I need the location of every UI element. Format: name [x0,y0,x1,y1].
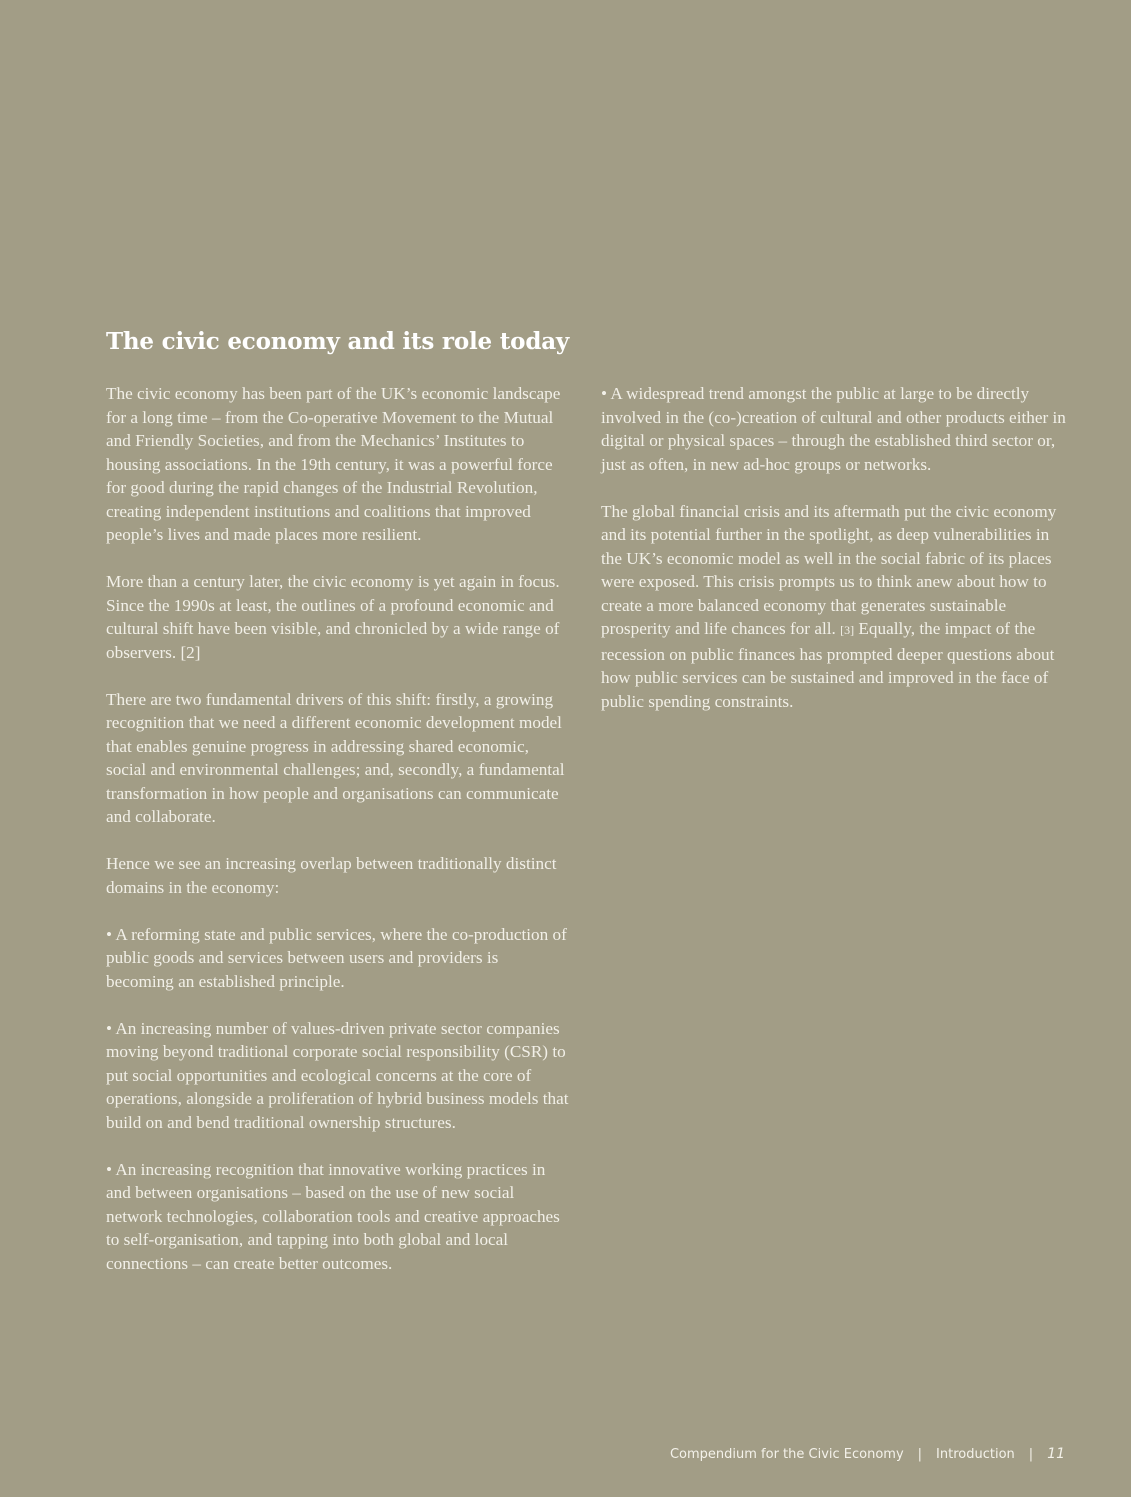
bullet-reforming-state: • A reforming state and public services, where the co-production of public goods and services between users and providers is becoming an established principle. [106,924,567,991]
paragraph-overlap-intro: Hence we see an increasing overlap between traditionally distinct domains in the economy: [106,854,557,897]
left-column [106,382,570,1299]
paragraph-renewed-focus: More than a century later, the civic economy is yet again in focus. Since the 1990s at least, the outlines of a profound economic and cultural shift have been visible, and chronicled by a wide range of observers. [2] [106,572,560,662]
footer-separator: | [1028,1447,1034,1462]
bullet-public-co-creation: • A widespread trend amongst the public at large to be directly involved in the (co-)creation of cultural and other products either in digital or physical spaces – through the established third sector or, just as often, in new ad-hoc groups or networks. [601,384,1066,474]
crisis-text-part-1: The global financial crisis and its aftermath put the civic economy and its potential further in the spotlight, as deep vulnerabilities in the UK’s economic model as well in the social fabric of its places were exposed. This crisis prompts us to think anew about how to create a more balanced economy that generates sustainable prosperity and life chances for all. [601,501,1057,638]
page-title: The civic economy and its role today [106,328,570,355]
footer-publication-title: Compendium for the Civic Economy [669,1447,904,1462]
page-footer [670,1444,1065,1465]
footer-separator: | [917,1447,923,1462]
paragraph-financial-crisis [601,500,1067,714]
paragraph-drivers: There are two fundamental drivers of this shift: firstly, a growing recognition that we need a different economic development model that enables genuine progress in addressing shared economic, social and environmental challenges; and, secondly, a fundamental transformation in how people and organisations can communicate and collaborate. [106,689,565,826]
bullet-innovative-practices: • An increasing recognition that innovative working practices in and between organisations – based on the use of new social network technologies, collaboration tools and creative approaches to self-organisation, and tapping into both global and local connections – can create better outcomes. [106,1159,560,1273]
reference-marker: [3] [840,623,855,637]
paragraph-history: The civic economy has been part of the UK’s economic landscape for a long time – from the Co-operative Movement to the Mutual and Friendly Societies, and from the Mechanics’ Institutes to housing associations. In the 19th century, it was a powerful force for good during the rapid changes of the Industrial Revolution, creating independent institutions and coalitions that improved people’s lives and made places more resilient. [106,384,561,544]
footer-section-name: Introduction [936,1447,1015,1462]
right-column [601,382,1067,737]
page-number: 11 [1047,1446,1065,1462]
bullet-values-driven-companies: • An increasing number of values-driven private sector companies moving beyond traditional corporate social responsibility (CSR) to put social opportunities and ecological concerns at the core of operations, alongside a proliferation of hybrid business models that build on and bend traditional ownership structures. [106,1018,569,1132]
crisis-text-part-2: Equally, the impact of the recession on public finances has prompted deeper questions about how public services can be sustained and improved in the face of public spending constraints. [601,619,1055,711]
